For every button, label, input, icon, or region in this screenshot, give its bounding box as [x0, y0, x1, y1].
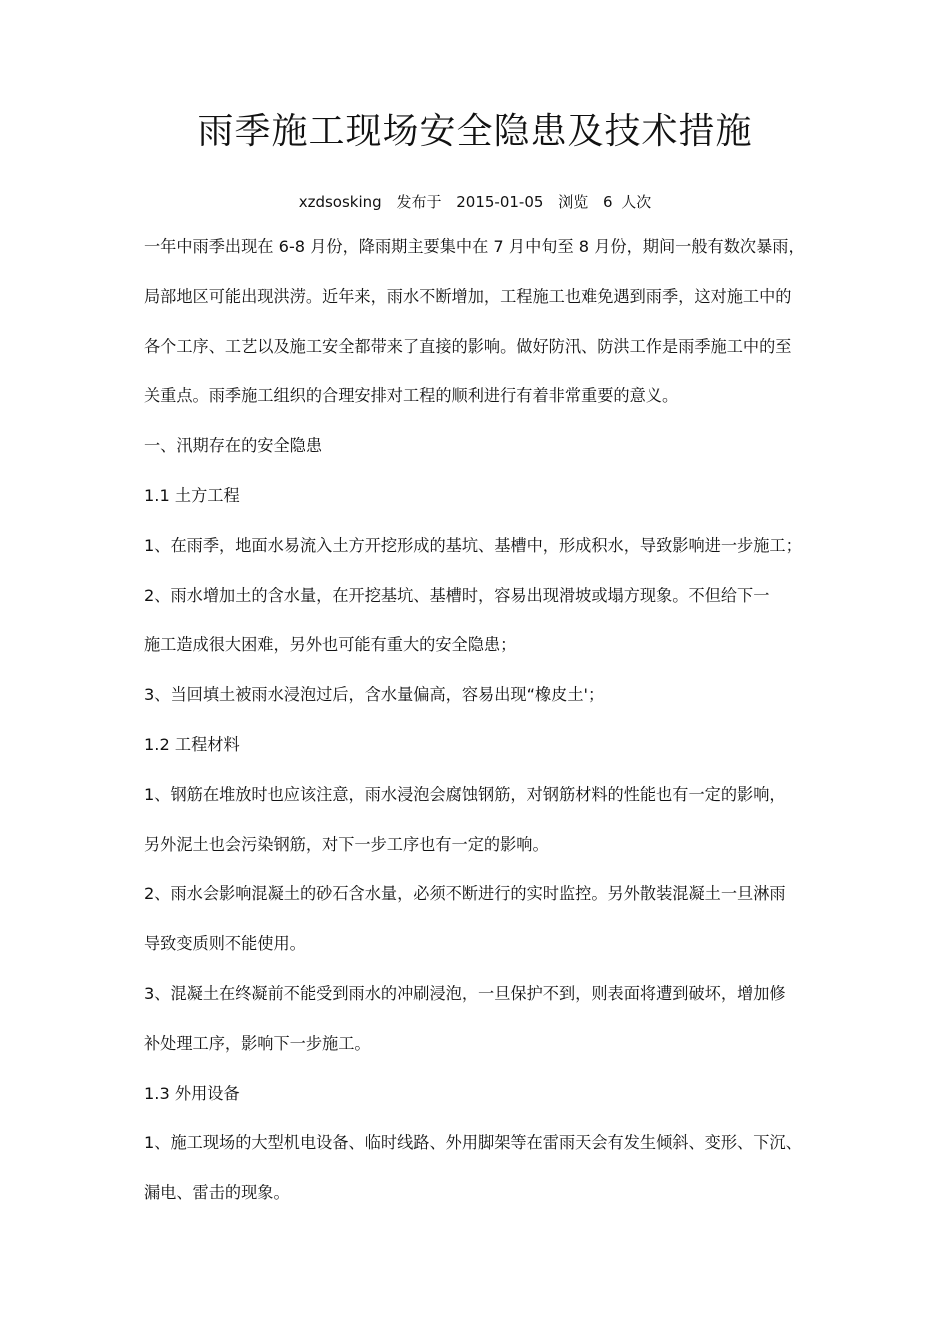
body-line: 一年中雨季出现在 6-8 月份，降雨期主要集中在 7 月中旬至 8 月份，期间一般有数次暴雨， [144, 237, 805, 256]
subsection-heading: 1.3 外用设备 [144, 1083, 240, 1103]
publish-date: 2015-01-05 [456, 193, 544, 211]
section-heading: 一、汛期存在的安全隐患 [144, 436, 323, 456]
body-line: 局部地区可能出现洪涝。近年来，雨水不断增加，工程施工也难免遇到雨季，这对施工中的 [144, 286, 792, 306]
body-line: 3、当回填土被雨水浸泡过后，含水量偏高，容易出现“橡皮土'； [144, 685, 605, 705]
body-line: 另外泥土也会污染钢筋，对下一步工序也有一定的影响。 [144, 834, 549, 854]
article-body [144, 222, 814, 1218]
subsection-heading: 1.1 土方工程 [144, 485, 240, 505]
body-line: 各个工序、工艺以及施工安全都带来了直接的影响。做好防汛、防洪工作是雨季施工中的至 [144, 336, 792, 356]
body-line: 补处理工序，影响下一步施工。 [144, 1033, 371, 1053]
body-line: 关重点。雨季施工组织的合理安排对工程的顺利进行有着非常重要的意义。 [144, 386, 679, 406]
body-line: 漏电、雷击的现象。 [144, 1183, 290, 1203]
document-title: 雨季施工现场安全隐患及技术措施 [197, 111, 753, 152]
subsection-heading: 1.2 工程材料 [144, 734, 240, 754]
body-line: 3、混凝土在终凝前不能受到雨水的冲刷浸泡，一旦保护不到，则表面将遭到破坏，增加修 [144, 983, 786, 1003]
body-line: 施工造成很大困难，另外也可能有重大的安全隐患； [144, 635, 517, 655]
body-line: 1、钢筋在堆放时也应该注意，雨水浸泡会腐蚀钢筋，对钢筋材料的性能也有一定的影响， [144, 784, 786, 804]
author-name: xzdsosking [298, 193, 382, 211]
body-line: 1、在雨季，地面水易流入土方开挖形成的基坑、基槽中，形成积水，导致影响进一步施工； [144, 535, 802, 555]
body-line: 导致变质则不能使用。 [144, 934, 306, 954]
views-count: 6 人次 [603, 193, 652, 211]
body-line: 1、施工现场的大型机电设备、临时线路、外用脚架等在雷雨天会有发生倾斜、变形、下沉、 [144, 1133, 802, 1153]
article-meta [0, 191, 950, 213]
body-line: 2、雨水会影响混凝土的砂石含水量，必须不断进行的实时监控。另外散装混凝土一旦淋雨 [144, 884, 786, 904]
body-line: 2、雨水增加土的含水量，在开挖基坑、基槽时，容易出现滑坡或塌方现象。不但给下一 [144, 585, 770, 605]
published-label: 发布于 [396, 193, 442, 211]
views-label: 浏览 [558, 193, 589, 211]
